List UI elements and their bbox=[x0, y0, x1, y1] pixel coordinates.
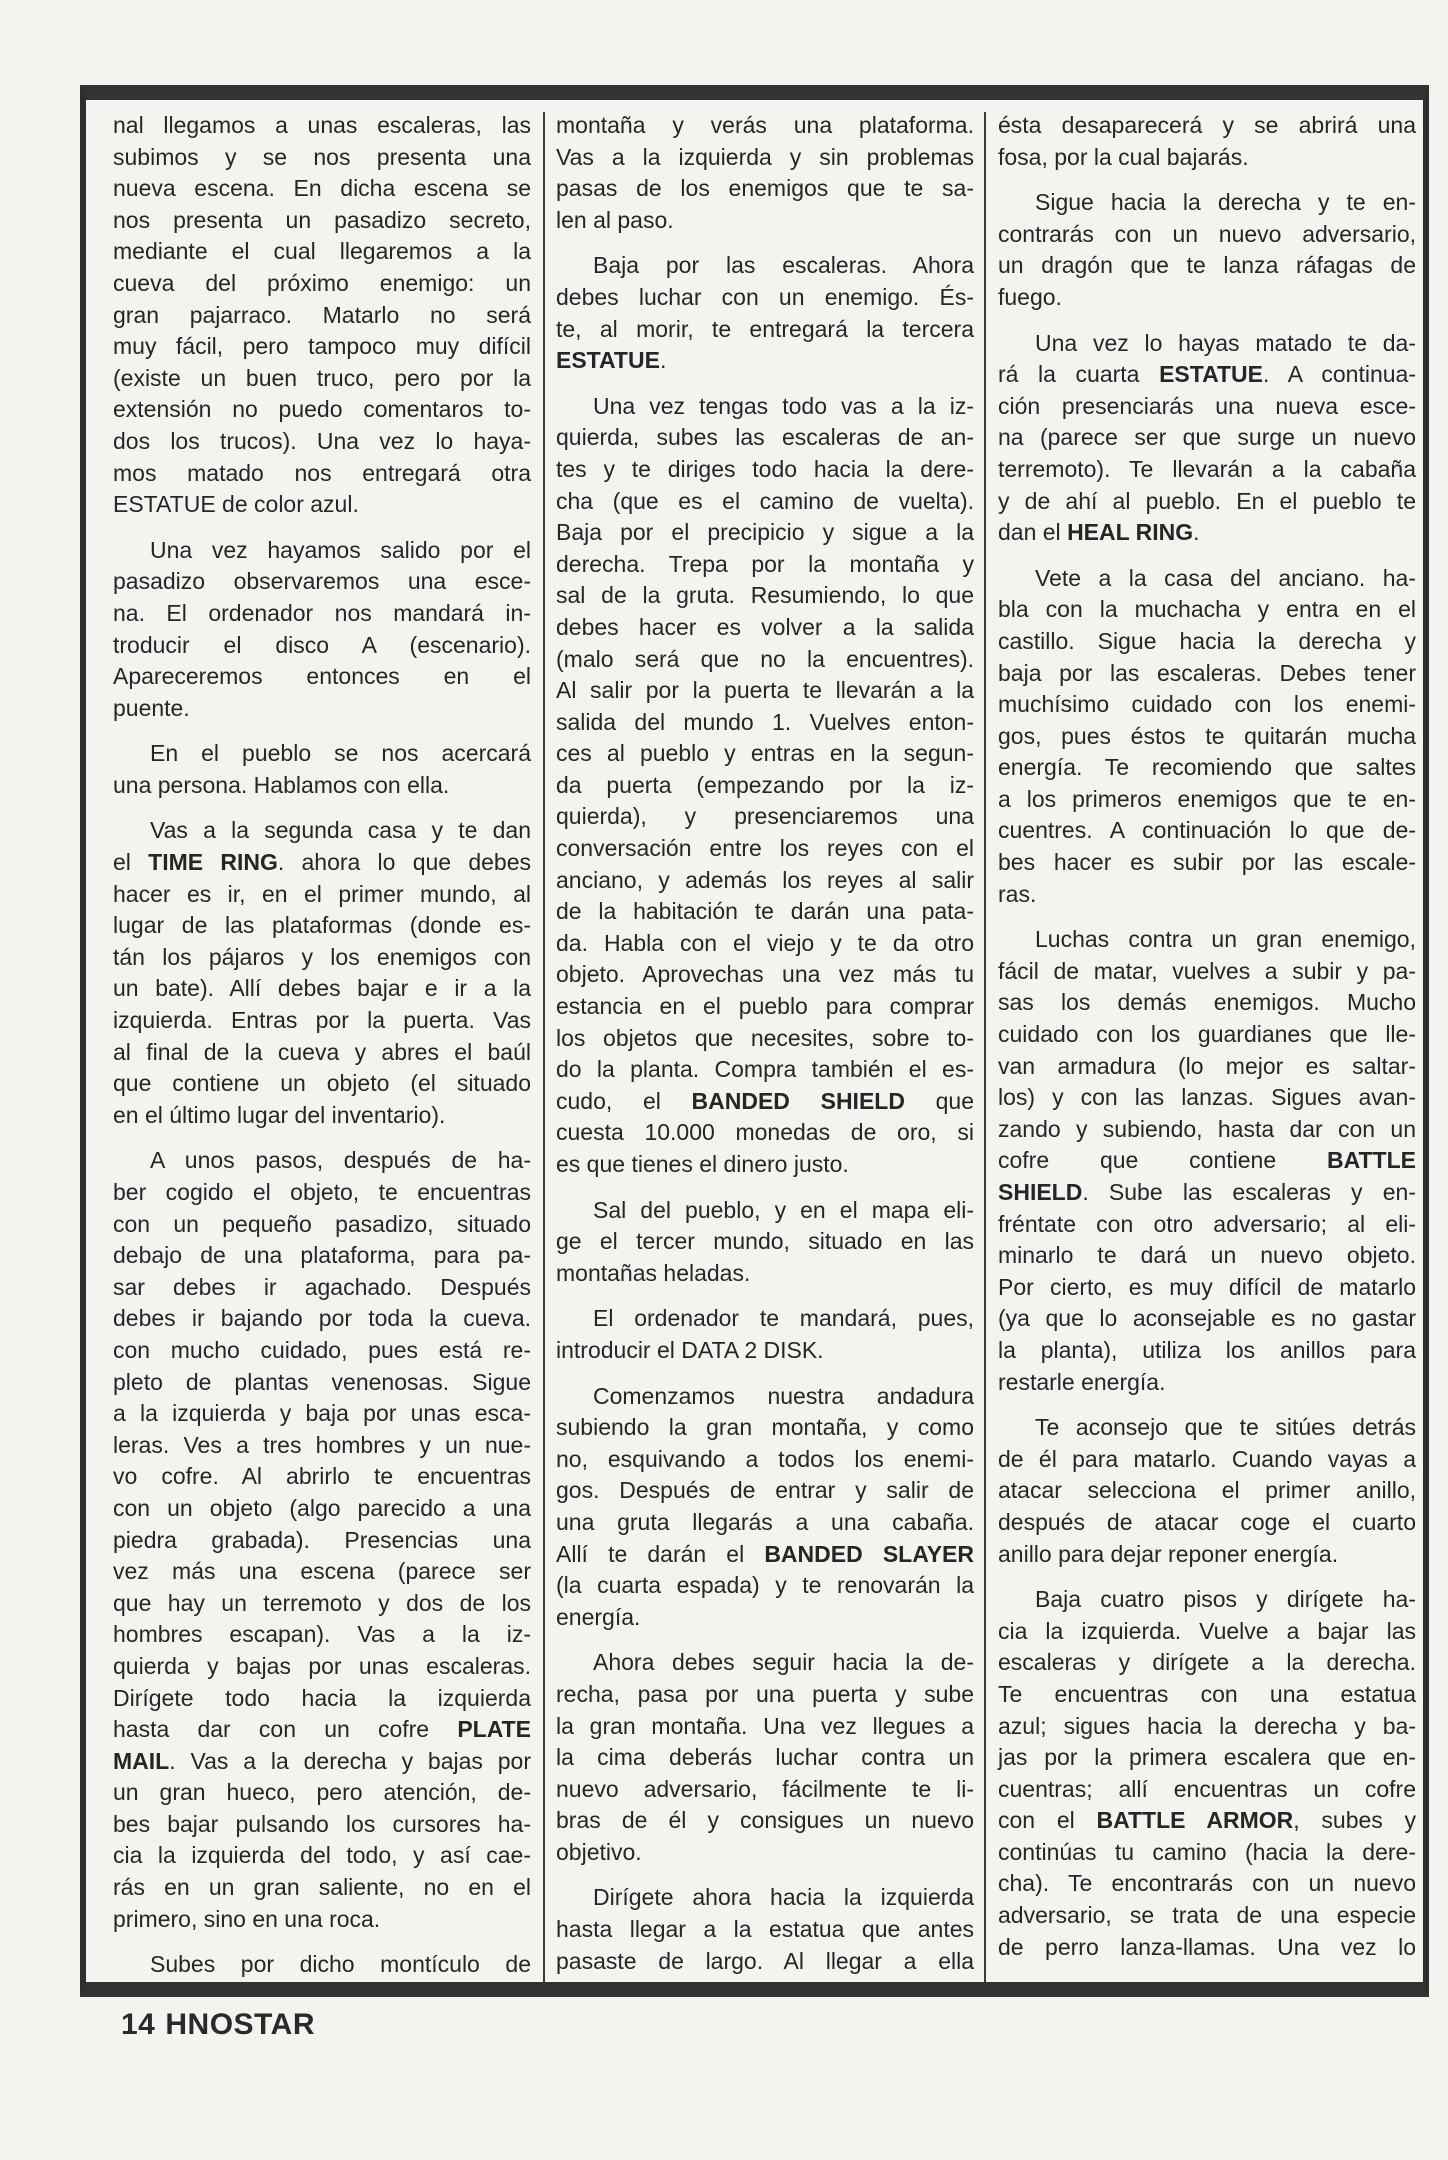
text-line: montañas heladas. bbox=[556, 1259, 751, 1286]
text-line: dan el HEAL RING. bbox=[998, 519, 1200, 546]
text-line: na. El ordenador nos mandará in- bbox=[113, 599, 531, 626]
text-line: quierda y bajas por unas escaleras. bbox=[113, 1652, 531, 1679]
text-line: la gran montaña. Una vez llegues a bbox=[556, 1712, 974, 1739]
text-line: mediante el cual llegaremos a la bbox=[113, 238, 531, 265]
text-line: dos los trucos). Una vez lo haya- bbox=[113, 427, 531, 454]
text-line: A unos pasos, después de ha- bbox=[150, 1147, 531, 1174]
text-line: cudo, el BANDED SHIELD que bbox=[556, 1087, 975, 1114]
text-line: anciano, y además los reyes al salir bbox=[556, 866, 974, 893]
paragraph bbox=[556, 1381, 974, 1634]
paragraph bbox=[556, 1195, 974, 1290]
text-line: pleto de plantas venenosas. Sigue bbox=[113, 1368, 531, 1395]
text-line: Apareceremos entonces en el bbox=[113, 663, 531, 690]
column-divider bbox=[984, 112, 986, 1982]
text-line: cuentres. A continuación lo que de- bbox=[998, 817, 1416, 844]
bold-term: BANDED SLAYER bbox=[764, 1540, 974, 1567]
text-line: conversación entre los reyes con el bbox=[556, 835, 974, 862]
bold-term: TIME RING bbox=[148, 849, 278, 876]
text-line: pasas de los enemigos que te sa- bbox=[556, 175, 974, 202]
text-line: los objetos que necesites, sobre to- bbox=[556, 1024, 974, 1051]
text-line: energía. Te recomiendo que saltes bbox=[998, 754, 1416, 781]
text-line: piedra grabada). Presencias una bbox=[113, 1526, 531, 1553]
text-line: ces al pueblo y entras en la segun- bbox=[556, 740, 974, 767]
text-line: gos. Después de entrar y salir de bbox=[556, 1477, 974, 1504]
paragraph bbox=[998, 110, 1416, 173]
bold-term: BANDED SHIELD bbox=[691, 1087, 905, 1114]
text-line: debes luchar con un enemigo. És- bbox=[556, 283, 974, 310]
text-line: ber cogido el objeto, te encuentras bbox=[113, 1179, 531, 1205]
text-line: Subes por dicho montículo de bbox=[150, 1951, 531, 1978]
text-line: y de ahí al pueblo. En el pueblo te bbox=[998, 487, 1416, 514]
text-line: bras de él y consigues un nuevo bbox=[556, 1807, 974, 1834]
text-line: bes bajar pulsando los cursores ha- bbox=[113, 1810, 531, 1837]
text-line: energía. bbox=[556, 1603, 641, 1630]
text-line: cuesta 10.000 monedas de oro, si bbox=[556, 1119, 974, 1146]
text-line: ESTATUE. bbox=[556, 347, 667, 374]
text-line: Una vez hayamos salido por el bbox=[150, 536, 531, 563]
text-line: la cima deberás luchar contra un bbox=[556, 1744, 974, 1771]
paragraph bbox=[998, 328, 1416, 549]
text-line: un dragón que te lanza ráfagas de bbox=[998, 252, 1416, 279]
text-line: Vete a la casa del anciano. ha- bbox=[1035, 564, 1416, 591]
text-line: adversario, se trata de una especie bbox=[998, 1902, 1416, 1929]
text-line: extensión no puedo comentaros to- bbox=[113, 396, 531, 423]
magazine-name: HNOSTAR bbox=[165, 2008, 315, 2041]
text-line: objeto. Aprovechas una vez más tu bbox=[556, 961, 974, 988]
paragraph bbox=[113, 738, 531, 801]
text-line: hasta llegar a la estatua que antes bbox=[556, 1916, 974, 1943]
paragraph bbox=[998, 924, 1416, 1398]
text-line: al final de la cueva y abres el baúl bbox=[113, 1038, 531, 1065]
text-line: hasta dar con un cofre PLATE bbox=[113, 1716, 531, 1743]
text-line: nueva escena. En dicha escena se bbox=[113, 175, 531, 202]
text-line: nuevo adversario, fácilmente te li- bbox=[556, 1775, 974, 1802]
text-line: (ya que lo aconsejable es no gastar bbox=[998, 1305, 1416, 1332]
text-line: puente. bbox=[113, 694, 190, 721]
text-line: debes ir bajando por toda la cueva. bbox=[113, 1305, 531, 1332]
paragraph bbox=[556, 110, 974, 236]
text-line: de perro lanza-llamas. Una vez lo bbox=[998, 1933, 1416, 1960]
text-line: sal de la gruta. Resumiendo, lo que bbox=[556, 582, 974, 609]
page-number: 14 bbox=[121, 2008, 156, 2041]
bold-term: HEAL RING bbox=[1067, 519, 1194, 546]
text-line: los) y con las lanzas. Sigues avan- bbox=[998, 1084, 1416, 1111]
paragraph bbox=[113, 1145, 531, 1935]
text-line: rás en un gran saliente, no en el bbox=[113, 1874, 531, 1901]
text-line: En el pueblo se nos acercará bbox=[150, 740, 531, 767]
text-line: cuentras; allí encuentras un cofre bbox=[998, 1775, 1416, 1802]
text-line: Comenzamos nuestra andadura bbox=[593, 1382, 974, 1409]
text-line: rá la cuarta ESTATUE. A continua- bbox=[998, 361, 1416, 388]
column-divider bbox=[543, 112, 545, 1982]
text-line: Te encuentras con una estatua bbox=[998, 1680, 1416, 1707]
text-line: len al paso. bbox=[556, 206, 674, 233]
text-line: izquierda. Entras por la puerta. Vas bbox=[113, 1007, 531, 1034]
text-line: hombres escapan). Vas a la iz- bbox=[113, 1621, 531, 1648]
text-line: con un objeto (algo parecido a una bbox=[113, 1494, 531, 1521]
text-line: Una vez lo hayas matado te da- bbox=[1035, 329, 1416, 356]
text-line: mos matado nos entregará otra bbox=[113, 459, 531, 486]
text-line: debajo de una plataforma, para pa- bbox=[113, 1242, 531, 1269]
article-column-3 bbox=[998, 110, 1416, 1977]
text-line: Sigue hacia la derecha y te en- bbox=[1035, 189, 1416, 216]
article-column-1 bbox=[113, 110, 531, 1995]
text-line: objetivo. bbox=[556, 1838, 642, 1865]
article-column-2 bbox=[556, 110, 974, 1991]
text-line: es que tienes el dinero justo. bbox=[556, 1151, 849, 1177]
text-line: montaña y verás una plataforma. bbox=[556, 112, 974, 138]
text-line: na (parece ser que surge un nuevo bbox=[998, 424, 1416, 451]
text-line: ción presenciarás una nueva esce- bbox=[998, 392, 1416, 419]
text-line: vez más una escena (parece ser bbox=[113, 1558, 531, 1585]
text-line: azul; sigues hacia la derecha y ba- bbox=[998, 1712, 1416, 1739]
text-line: Luchas contra un gran enemigo, bbox=[1035, 926, 1416, 953]
text-line: con el BATTLE ARMOR, subes y bbox=[998, 1807, 1417, 1834]
text-line: con un pequeño pasadizo, situado bbox=[113, 1210, 531, 1237]
text-line: un bate). Allí debes bajar e ir a la bbox=[113, 975, 531, 1002]
text-line: pasaste de largo. Al llegar a ella bbox=[556, 1947, 974, 1974]
text-line: Por cierto, es muy difícil de matarlo bbox=[998, 1273, 1416, 1300]
bold-term: SHIELD bbox=[998, 1179, 1083, 1205]
text-line: el TIME RING. ahora lo que debes bbox=[113, 849, 531, 876]
text-line: una gruta llegarás a una cabaña. bbox=[556, 1508, 974, 1535]
text-line: da puerta (empezando por la iz- bbox=[556, 771, 974, 798]
text-line: fácil de matar, vuelves a subir y pa- bbox=[998, 957, 1416, 984]
text-line: fréntate con otro adversario; al eli- bbox=[998, 1210, 1416, 1237]
text-line: Allí te darán el BANDED SLAYER bbox=[556, 1540, 974, 1567]
paragraph bbox=[556, 1303, 974, 1366]
text-line: subiendo la gran montaña, y como bbox=[556, 1414, 974, 1441]
text-line: sar debes ir agachado. Después bbox=[113, 1273, 531, 1300]
paragraph bbox=[113, 1949, 531, 1981]
text-line: Baja por las escaleras. Ahora bbox=[593, 252, 974, 279]
text-line: nos presenta un pasadizo secreto, bbox=[113, 206, 531, 233]
text-line: vo cofre. Al abrirlo te encuentras bbox=[113, 1463, 531, 1490]
text-line: MAIL. Vas a la derecha y bajas por bbox=[113, 1747, 531, 1774]
text-line: cia la izquierda. Vuelve a bajar las bbox=[998, 1617, 1416, 1644]
text-line: Al salir por la puerta te llevarán a la bbox=[556, 677, 974, 704]
text-line: con mucho cuidado, pues está re- bbox=[113, 1336, 531, 1363]
paragraph bbox=[113, 110, 531, 521]
text-line: cha (que es el camino de vuelta). bbox=[556, 487, 974, 514]
text-line: continúas tu camino (hacia la dere- bbox=[998, 1838, 1416, 1865]
bold-term: BATTLE ARMOR bbox=[1096, 1807, 1294, 1834]
text-line: muchísimo cuidado con los enemi- bbox=[998, 691, 1416, 718]
text-line: gran pajarraco. Matarlo no será bbox=[113, 301, 531, 328]
text-line: introducir el DATA 2 DISK. bbox=[556, 1336, 824, 1363]
text-line: bla con la muchacha y entra en el bbox=[998, 596, 1416, 623]
text-line: un gran hueco, pero atención, de- bbox=[113, 1779, 531, 1806]
text-line: a la izquierda y baja por unas esca- bbox=[113, 1400, 531, 1427]
text-line: tes y te diriges todo hacia la dere- bbox=[556, 455, 974, 482]
text-line: ésta desaparecerá y se abrirá una bbox=[998, 112, 1416, 138]
text-line: que contiene un objeto (el situado bbox=[113, 1070, 531, 1097]
text-line: en el último lugar del inventario). bbox=[113, 1101, 446, 1128]
text-line: contrarás con un nuevo adversario, bbox=[998, 220, 1416, 247]
text-line: gos, pues éstos te quitarán mucha bbox=[998, 722, 1416, 749]
text-line: Baja por el precipicio y sigue a la bbox=[556, 519, 974, 546]
paragraph bbox=[556, 391, 974, 1181]
text-line: salida del mundo 1. Vuelves enton- bbox=[556, 708, 974, 735]
text-line: ESTATUE de color azul. bbox=[113, 491, 359, 518]
text-line: leras. Ves a tres hombres y un nue- bbox=[113, 1431, 531, 1458]
text-line: de él para matarlo. Cuando vayas a bbox=[998, 1445, 1416, 1472]
paragraph bbox=[113, 535, 531, 725]
text-line: fosa, por la cual bajarás. bbox=[998, 143, 1249, 170]
text-line: atacar selecciona el primer anillo, bbox=[998, 1477, 1416, 1504]
text-line: Vas a la segunda casa y te dan bbox=[150, 817, 531, 844]
text-line: El ordenador te mandará, pues, bbox=[593, 1305, 974, 1332]
text-line: cha). Te encontrarás con un nuevo bbox=[998, 1870, 1416, 1897]
paragraph bbox=[113, 815, 531, 1131]
text-line: (malo será que no la encuentres). bbox=[556, 645, 974, 672]
text-line: lugar de las plataformas (donde es- bbox=[113, 912, 531, 939]
text-line: derecha. Trepa por la montaña y bbox=[556, 550, 974, 577]
bold-term: BATTLE bbox=[1326, 1147, 1416, 1174]
text-line: la planta), utiliza los anillos para bbox=[998, 1336, 1416, 1363]
text-line: Te aconsejo que te sitúes detrás bbox=[1035, 1414, 1416, 1441]
text-line: a los primeros enemigos que te en- bbox=[998, 785, 1416, 812]
text-line: debes hacer es volver a la salida bbox=[556, 613, 974, 640]
text-line: bes hacer es subir por las escale- bbox=[998, 849, 1416, 876]
paragraph bbox=[998, 1412, 1416, 1570]
text-line: zando y subiendo, hasta dar con un bbox=[998, 1115, 1416, 1142]
text-line: ge el tercer mundo, situado en las bbox=[556, 1228, 974, 1255]
text-line: cofre que contiene BATTLE bbox=[998, 1147, 1416, 1174]
text-line: cia la izquierda del todo, y así cae- bbox=[113, 1842, 531, 1869]
text-line: Dirígete todo hacia la izquierda bbox=[113, 1684, 531, 1711]
text-line: SHIELD. Sube las escaleras y en- bbox=[998, 1179, 1416, 1205]
text-line: cuidado con los guardianes que lle- bbox=[998, 1021, 1416, 1048]
text-line: troducir el disco A (escenario). bbox=[113, 631, 531, 658]
text-line: quierda), y presenciaremos una bbox=[556, 803, 974, 830]
text-line: nal llegamos a unas escaleras, las bbox=[113, 112, 531, 138]
paragraph bbox=[998, 187, 1416, 313]
text-line: quierda, subes las escaleras de an- bbox=[556, 424, 974, 451]
text-line: (existe un buen truco, pero por la bbox=[113, 364, 531, 391]
text-line: te, al morir, te entregará la tercera bbox=[556, 315, 974, 342]
text-line: Baja cuatro pisos y dirígete ha- bbox=[1035, 1586, 1416, 1613]
paragraph bbox=[556, 1647, 974, 1868]
text-line: fuego. bbox=[998, 283, 1062, 310]
text-line: cueva del próximo enemigo: un bbox=[113, 269, 531, 296]
paragraph bbox=[998, 563, 1416, 911]
text-line: tán los pájaros y los enemigos con bbox=[113, 943, 531, 970]
text-line: terremoto). Te llevarán a la cabaña bbox=[998, 455, 1416, 482]
text-line: Sal del pueblo, y en el mapa eli- bbox=[593, 1196, 974, 1223]
text-line: estancia en el pueblo para comprar bbox=[556, 993, 974, 1020]
text-line: van armadura (lo mejor es saltar- bbox=[998, 1052, 1416, 1079]
text-line: Ahora debes seguir hacia la de- bbox=[593, 1649, 974, 1676]
paragraph bbox=[998, 1584, 1416, 1963]
text-line: (la cuarta espada) y te renovarán la bbox=[556, 1572, 974, 1599]
text-line: jas por la primera escalera que en- bbox=[998, 1744, 1416, 1771]
text-line: minarlo te dará un nuevo objeto. bbox=[998, 1242, 1416, 1269]
text-line: baja por las escaleras. Debes tener bbox=[998, 659, 1416, 686]
text-line: primero, sino en una roca. bbox=[113, 1905, 381, 1932]
bold-term: MAIL bbox=[113, 1747, 170, 1774]
text-line: anillo para dejar reponer energía. bbox=[998, 1540, 1339, 1567]
text-line: no, esquivando a todos los enemi- bbox=[556, 1445, 974, 1472]
text-line: recha, pasa por una puerta y sube bbox=[556, 1680, 974, 1707]
text-line: castillo. Sigue hacia la derecha y bbox=[998, 627, 1416, 654]
text-line: Una vez tengas todo vas a la iz- bbox=[593, 392, 974, 419]
text-line: después de atacar coge el cuarto bbox=[998, 1508, 1416, 1535]
bold-term: ESTATUE bbox=[556, 347, 660, 374]
text-line: sas los demás enemigos. Mucho bbox=[998, 989, 1416, 1016]
text-line: de la habitación te darán una pata- bbox=[556, 898, 974, 925]
bold-term: ESTATUE bbox=[1159, 361, 1263, 388]
text-line: escaleras y dirígete a la derecha. bbox=[998, 1649, 1416, 1676]
page-footer bbox=[121, 2008, 325, 2042]
text-line: Vas a la izquierda y sin problemas bbox=[556, 143, 974, 170]
text-line: Dirígete ahora hacia la izquierda bbox=[593, 1884, 974, 1911]
paragraph bbox=[556, 250, 974, 376]
text-line: hacer es ir, en el primer mundo, al bbox=[113, 880, 531, 907]
text-line: una persona. Hablamos con ella. bbox=[113, 771, 450, 798]
text-line: da. Habla con el viejo y te da otro bbox=[556, 929, 974, 956]
text-line: que hay un terremoto y dos de los bbox=[113, 1589, 531, 1616]
text-line: subimos y se nos presenta una bbox=[113, 143, 531, 170]
bold-term: PLATE bbox=[457, 1716, 531, 1743]
paragraph bbox=[556, 1882, 974, 1977]
text-line: restarle energía. bbox=[998, 1368, 1166, 1395]
text-line: muy fácil, pero tampoco muy difícil bbox=[113, 333, 531, 360]
text-line: do la planta. Compra también el es- bbox=[556, 1056, 974, 1083]
text-line: ras. bbox=[998, 880, 1037, 907]
text-line: pasadizo observaremos una esce- bbox=[113, 568, 531, 595]
